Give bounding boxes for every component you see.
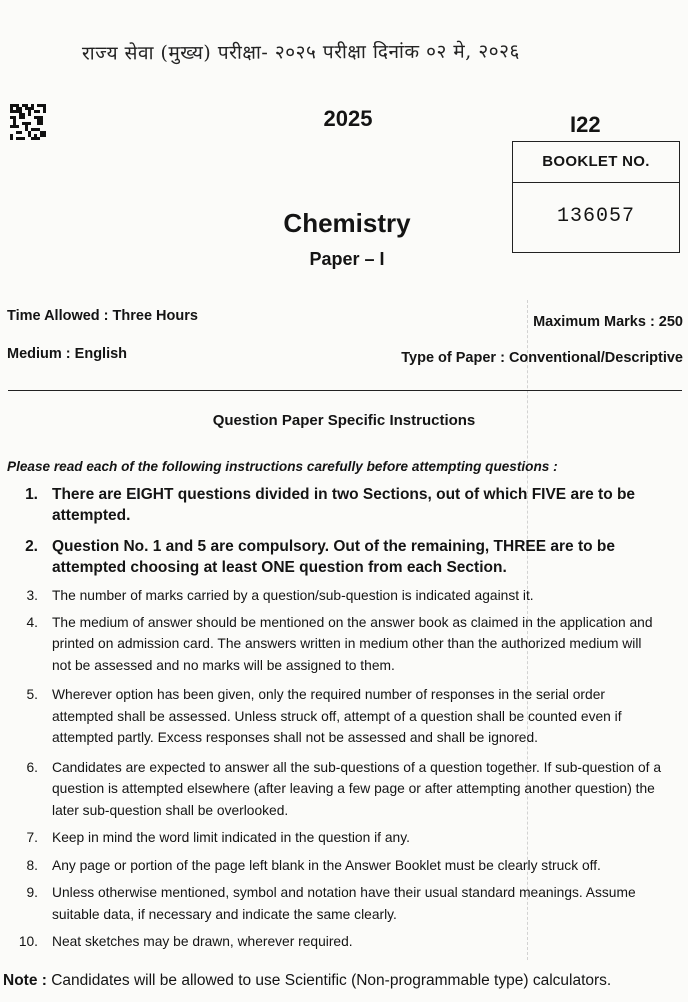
instruction-item: 6. Candidates are expected to answer all the sub-questions of a question together. If sub-question of a question is attempted elsewhere (after leaving a few page or after attempting another question) the later sub-question shall be overlooked. [26,759,661,818]
maximum-marks: Maximum Marks : 250 [533,314,683,330]
instruction-item: 1. There are EIGHT questions divided in two Sections, out of which FIVE are to be attempted. [25,486,636,524]
booklet-number: 136057 [556,205,635,228]
qr-code-icon [10,104,46,140]
instruction-item: 9. Unless otherwise mentioned, symbol and notation have their usual standard meanings. Assume suitable data, if necessary and indicate the same clearly. [26,885,636,922]
instruction-item: 2. Question No. 1 and 5 are compulsory. Out of the remaining, THREE are to be attempted choosing at least ONE question from each Section. [25,538,615,576]
time-allowed: Time Allowed : Three Hours [7,308,198,324]
paper-number: Paper – I [309,249,385,269]
exam-year: 2025 [323,106,373,131]
calculator-note [3,972,611,990]
instructions-intro: Please read each of the following instructions carefully before attempting questions : [7,459,558,474]
instruction-item: 8. Any page or portion of the page left blank in the Answer Booklet must be clearly struck off. [26,857,601,873]
subject-title: Chemistry [283,208,411,238]
medium: Medium : English [7,346,128,362]
instruction-item: 7. Keep in mind the word limit indicated in the question if any. [26,830,410,845]
instruction-item: 10. Neat sketches may be drawn, wherever required. [18,934,353,949]
instruction-item: 4. The medium of answer should be mentioned on the answer book as claimed in the application and printed on admission card. The answers written in medium other than the authorized medium will not be assessed and no marks will be assigned to them. [26,614,653,673]
instructions-list [0,484,688,953]
booklet-label: BOOKLET NO. [513,142,679,183]
instruction-item: 5. Wherever option has been given, only the required number of responses in the serial order attempted shall be assessed. Unless struck off, attempt of a question shall be counted even if attempted partly. Excess responses shall not be assessed and shall be ignored. [26,687,622,745]
type-of-paper: Type of Paper : Conventional/Descriptive [401,350,683,366]
instructions-heading: Question Paper Specific Instructions [212,412,476,429]
handwritten-exam-note: राज्य सेवा (मुख्य) परीक्षा- २०२५ परीक्षा दिनांक ०२ मे, २०२६ [81,40,520,65]
divider [8,390,682,391]
note-label: Note : [3,972,47,989]
instruction-item: 3. The number of marks carried by a question/sub-question is indicated against it. [26,588,534,603]
paper-code: I22 [570,112,601,137]
note-text: Candidates will be allowed to use Scientific (Non-programmable type) calculators. [51,972,612,989]
booklet-number-box [512,141,680,253]
